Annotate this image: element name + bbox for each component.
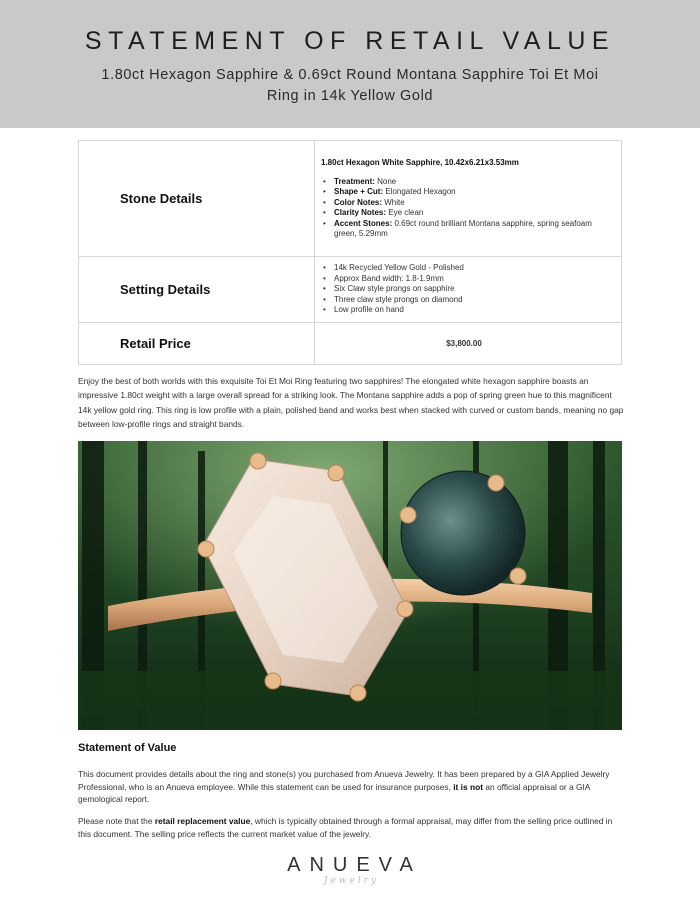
setting-item: • 14k Recycled Yellow Gold - Polished — [321, 263, 613, 274]
item-key: Accent Stones: — [334, 218, 393, 228]
stone-list — [321, 177, 613, 240]
retail-price-label: Retail Price — [79, 323, 315, 365]
setting-item: • Three claw style prongs on diamond — [321, 295, 613, 306]
item-value: 0.69ct round brilliant Montana sapphire, spring seafoam green, 5.29mm — [334, 218, 592, 238]
setting-details-label: Setting Details — [79, 257, 315, 323]
brand-logo: ANUEVA — [287, 854, 422, 876]
item-key: Clarity Notes: — [334, 208, 387, 217]
setting-details-row — [79, 257, 622, 323]
stone-item-shape — [321, 187, 613, 198]
setting-item: • Six Claw style prongs on sapphire — [321, 284, 613, 295]
details-table — [78, 140, 622, 365]
setting-item: • Low profile on hand — [321, 305, 613, 316]
text: This document provides details about the ring and stone(s) you purchased from Anueva Jewelry. It has been prepared by a GIA Applied Jewelry Professional, who is an Anueva employee. While this statement can be used for insurance purposes, — [78, 769, 610, 792]
setting-details-content — [315, 257, 622, 323]
stone-item-color — [321, 198, 613, 209]
text: , which is typically obtained through a formal appraisal, may differ from the selling price outlined in this document. The selling price reflects the current market value of the jewelry. — [78, 816, 613, 839]
item-key: Shape + Cut: — [334, 187, 384, 196]
statement-paragraph-2 — [78, 815, 624, 840]
item-value: Elongated Hexagon — [383, 187, 456, 196]
ring-photo-illustration — [78, 441, 622, 730]
emphasis: it is not — [453, 781, 484, 792]
stone-item-accent — [321, 219, 613, 240]
statement-title: Statement of Value — [78, 742, 177, 754]
item-key: Color Notes: — [334, 197, 382, 207]
setting-list — [321, 263, 613, 316]
text: Please note that the — [78, 816, 155, 826]
ring-description: Enjoy the best of both worlds with this exquisite Toi Et Moi Ring featuring two sapphires! The elongated white hexagon sapphire boasts an impressive 1.80ct weight with a large overall spread for a striking look. The Montana sapphire adds a pop of spring green hue to this magnificent 14k yellow gold ring. This ring is low profile with a plain, polished band and works best when stacked with curved or custom bands, meaning no gap between low-profile rings and straight bands. — [78, 376, 624, 429]
item-key: Treatment: — [334, 176, 375, 186]
statement-paragraph-1 — [78, 768, 624, 806]
item-value: None — [374, 176, 397, 186]
stone-details-label: Stone Details — [79, 141, 315, 257]
item-value: Eye clean — [386, 208, 424, 217]
item-value: White — [382, 197, 405, 207]
retail-price-row — [79, 323, 622, 365]
header-banner — [0, 0, 700, 128]
stone-item-clarity — [321, 208, 613, 219]
emphasis: retail replacement value — [154, 816, 251, 826]
page-subtitle: 1.80ct Hexagon Sapphire & 0.69ct Round Montana Sapphire Toi Et Moi Ring in 14k Yellow Gold — [101, 67, 599, 104]
setting-item: • Approx Band width: 1.8-1.9mm — [321, 274, 613, 285]
text: an official appraisal or a GIA gemological report. — [78, 781, 590, 804]
stone-details-content — [315, 141, 622, 257]
retail-price-value: $3,800.00 — [315, 323, 622, 365]
stone-details-row — [79, 141, 622, 257]
ring-photo — [78, 441, 622, 730]
stone-heading: 1.80ct Hexagon White Sapphire, 10.42x6.21x3.53mm — [321, 157, 519, 167]
stone-item-treatment — [321, 177, 613, 188]
brand-tagline: Jewelry — [323, 876, 380, 886]
page-title: STATEMENT OF RETAIL VALUE — [84, 27, 616, 55]
